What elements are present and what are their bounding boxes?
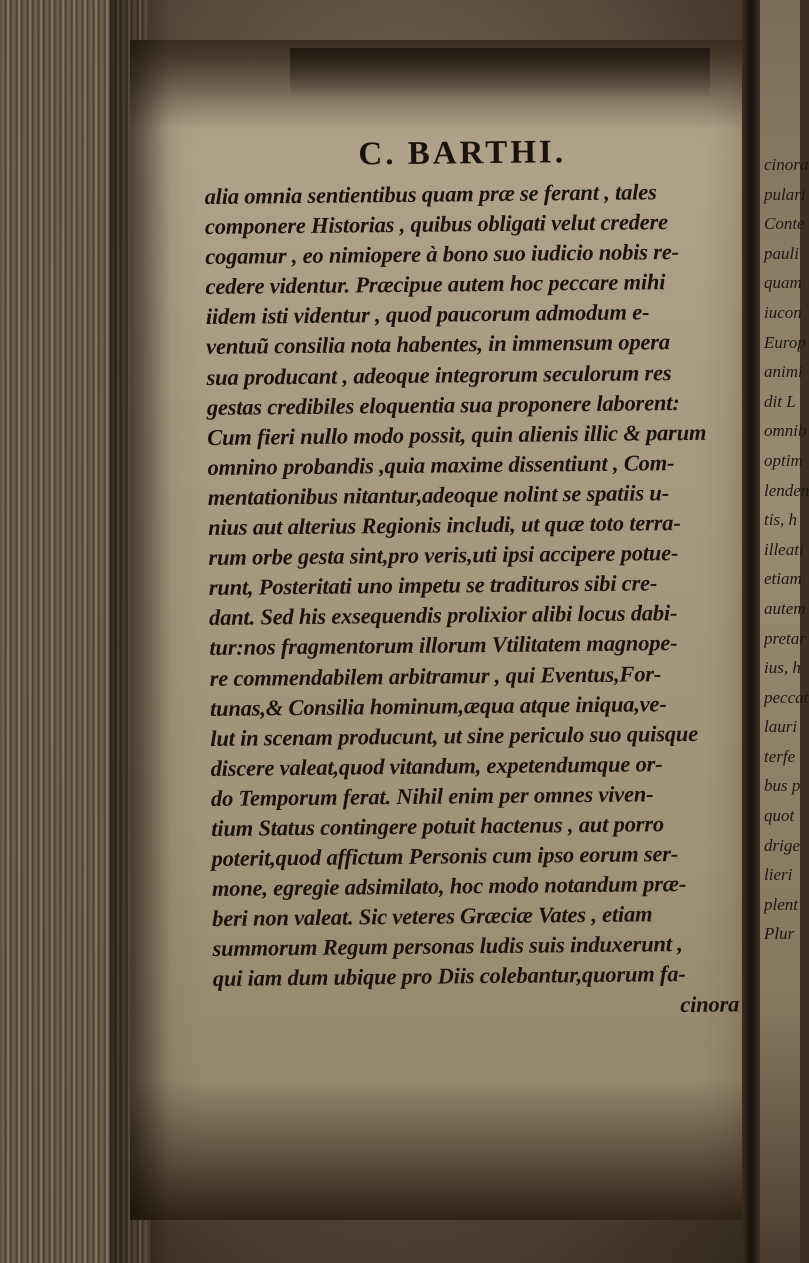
right-fragment: tis, h <box>764 510 798 530</box>
text-line: mone, egregie adsimilato, hoc modo notandum præ- <box>211 871 687 902</box>
text-line: poterit,quod affictum Personis cum ipso eorum ser- <box>211 841 679 872</box>
right-fragment: plent <box>764 894 798 914</box>
right-fragment: animi <box>764 362 803 382</box>
right-fragment: autem <box>764 598 806 618</box>
right-fragment: pretar <box>764 628 806 648</box>
text-line: mentationibus nitantur,adeoque nolint se spatiis u- <box>207 480 670 510</box>
right-fragment: iucon <box>764 302 802 322</box>
text-line: qui iam dum ubique pro Diis colebantur,quorum fa- <box>212 961 686 992</box>
right-fragment: terfe <box>764 746 796 766</box>
text-line: alia omnia sentientibus quam præ se ferant , tales <box>204 179 657 209</box>
text-line: lut in scenam producunt, ut sine periculo suo quisque <box>210 720 699 751</box>
text-line: gestas credibiles eloquentia sua proponere laborent: <box>206 389 680 420</box>
text-line: do Temporum ferat. Nihil enim per omnes viven- <box>210 781 654 811</box>
text-line: re commendabilem arbitramur , qui Eventus,For- <box>209 660 662 691</box>
right-fragment: bus p <box>764 776 801 796</box>
right-fragment: pulari <box>764 184 806 204</box>
header-text: C. BARTHI. <box>358 134 567 173</box>
text-line: cogamur , eo nimiopere à bono suo iudicio nobis re- <box>205 239 679 270</box>
text-line: ventuũ consilia nota habentes, in immensum opera <box>206 329 670 360</box>
right-fragment: cinora <box>764 155 809 174</box>
page-top-dark-area <box>290 48 710 98</box>
running-header <box>184 128 740 178</box>
right-fragment: pauli <box>764 243 799 263</box>
text-line: Cum fieri nullo modo possit, quin alienis illic & parum <box>207 419 707 450</box>
right-fragment: Plur <box>764 924 795 944</box>
right-fragment: drige <box>764 835 800 855</box>
spine-shadow <box>110 0 170 1263</box>
text-line: sua producant , adeoque integrorum seculorum res <box>206 359 672 390</box>
text-line: iidem isti videntur , quod paucorum admodum e- <box>205 299 650 330</box>
catchword: cinora <box>680 990 740 1017</box>
page-text-block <box>204 128 749 1024</box>
right-fragment: quam <box>764 273 802 293</box>
text-line: discere valeat,quod vitandum, expetendumque or- <box>210 751 663 781</box>
text-line: componere Historias , quibus obligati velut credere <box>204 209 668 240</box>
text-line: beri non valeat. Sic veteres Græciæ Vates , etiam <box>212 901 653 932</box>
text-line: tur:nos fragmentorum illorum Vtilitatem magnope- <box>209 630 678 661</box>
text-line: tium Status contingere potuit hactenus , aut porro <box>211 811 665 841</box>
text-line: runt, Posteritati uno impetu se tradituros sibi cre- <box>208 570 658 601</box>
right-fragment: Conte <box>764 214 805 234</box>
text-line: omnino probandis ,quia maxime dissentiunt , Com- <box>207 449 675 480</box>
right-fragment: peccat <box>764 687 809 707</box>
text-line: cedere videntur. Præcipue autem hoc peccare mihi <box>205 269 666 300</box>
right-fragment: dit L <box>764 391 796 411</box>
right-fragment: lenden <box>764 480 809 500</box>
text-line: tunas,& Consilia hominum,æqua atque iniqua,ve- <box>209 690 667 721</box>
right-fragment: quot <box>764 806 795 826</box>
right-fragment: ius, h <box>764 658 801 678</box>
text-line: summorum Regum personas ludis suis induxerunt , <box>212 931 683 962</box>
right-fragment: optim <box>764 450 803 470</box>
text-line: rum orbe gesta sint,pro veris,uti ipsi accipere potue- <box>208 540 679 571</box>
text-line: dant. Sed his exsequendis prolixior alibi locus dabi- <box>208 600 678 631</box>
right-fragment: lieri <box>764 865 793 885</box>
text-line: nius aut alterius Regionis includi, ut quæ toto terra- <box>207 510 681 541</box>
page-bottom-shadow <box>130 1080 770 1220</box>
right-fragment: lauri <box>764 717 798 737</box>
right-fragment: Europ <box>764 332 806 352</box>
right-fragment: illeati <box>764 539 804 559</box>
right-page-text <box>764 150 809 949</box>
right-fragment: etiam <box>764 569 802 589</box>
right-fragment: omnib <box>764 421 807 441</box>
